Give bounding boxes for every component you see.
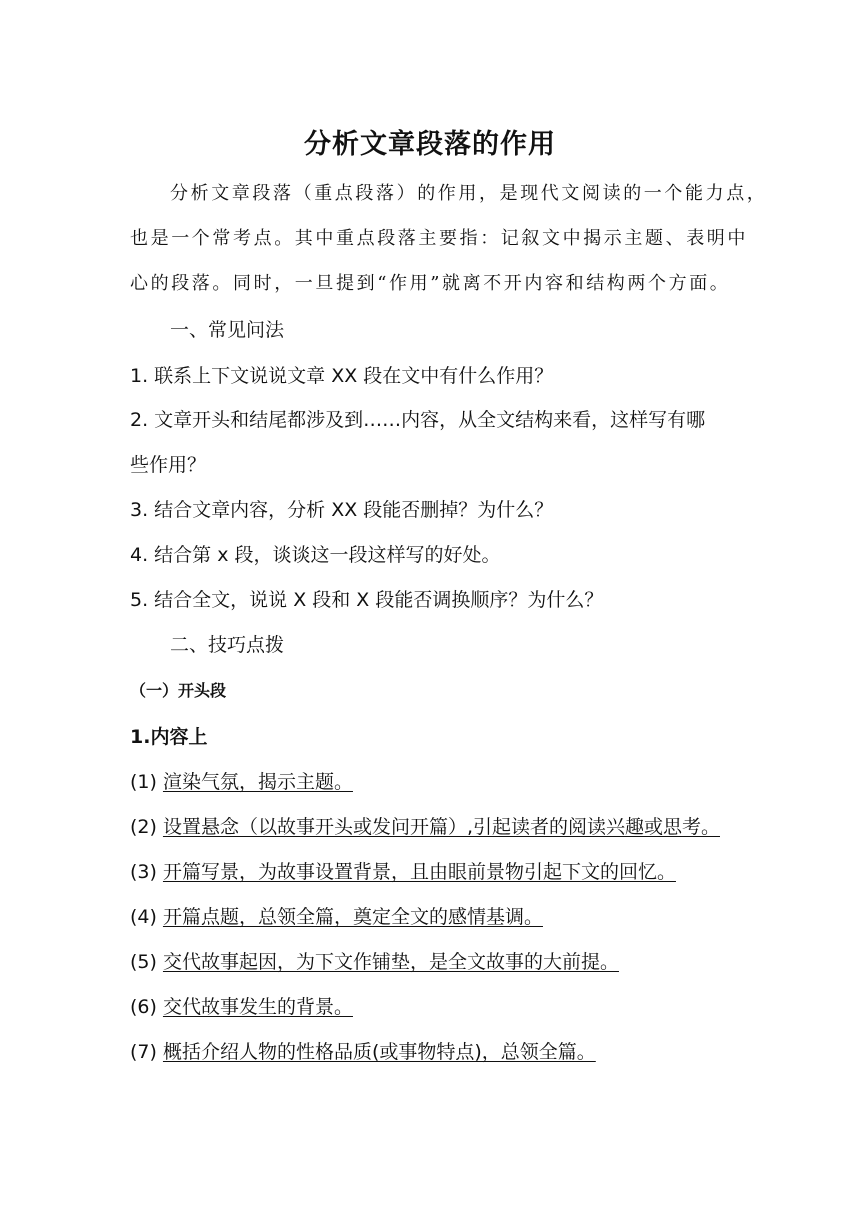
- item-text: 概括介绍人物的性格品质(或事物特点)，总领全篇。: [162, 1041, 596, 1063]
- list-item: [130, 768, 353, 796]
- question-item: 3. 结合文章内容，分析 XX 段能否删掉？为什么？: [130, 499, 554, 521]
- question-item: 4. 结合第 x 段，谈谈这一段这样写的好处。: [130, 544, 501, 566]
- subsection-heading: （一）开头段: [130, 681, 227, 700]
- item-number: (3): [130, 861, 163, 883]
- list-item: [130, 813, 720, 841]
- item-number: (2): [130, 816, 163, 838]
- list-item: [130, 993, 353, 1021]
- list-item: [130, 903, 543, 931]
- item-number: (5): [130, 951, 163, 973]
- intro-line: 也是一个常考点。其中重点段落主要指：记叙文中揭示主题、表明中: [130, 228, 748, 249]
- item-text: 开篇点题，总领全篇，奠定全文的感情基调。: [162, 906, 543, 928]
- section-heading: 二、技巧点拨: [170, 634, 285, 656]
- item-text: 交代故事发生的背景。: [162, 996, 353, 1018]
- item-number: (6): [130, 996, 163, 1018]
- list-item: [130, 1038, 596, 1066]
- question-item: 5. 结合全文，说说 X 段和 X 段能否调换顺序？为什么？: [130, 589, 604, 611]
- page-title: 分析文章段落的作用: [304, 129, 556, 160]
- intro-line: 心的段落。同时，一旦提到“作用”就离不开内容和结构两个方面。: [130, 273, 731, 294]
- item-number: (4): [130, 906, 163, 928]
- item-number: (1): [130, 771, 163, 793]
- item-text: 设置悬念（以故事开头或发问开篇）,引起读者的阅读兴趣或思考。: [162, 816, 720, 838]
- item-text: 渲染气氛，揭示主题。: [162, 771, 353, 793]
- item-text: 交代故事起因，为下文作铺垫，是全文故事的大前提。: [162, 951, 619, 973]
- question-item: 2. 文章开头和结尾都涉及到……内容，从全文结构来看，这样写有哪: [130, 409, 706, 431]
- item-number: (7): [130, 1041, 163, 1063]
- section-heading: 一、常见问法: [170, 319, 285, 341]
- intro-line: 分析文章段落（重点段落）的作用，是现代文阅读的一个能力点，: [170, 183, 768, 204]
- question-item: 些作用？: [130, 454, 207, 476]
- question-item: 1. 联系上下文说说文章 XX 段在文中有什么作用？: [130, 365, 554, 387]
- item-text: 开篇写景，为故事设置背景，且由眼前景物引起下文的回忆。: [162, 861, 676, 883]
- list-item: [130, 858, 676, 886]
- subsubsection-heading: 1.内容上: [130, 726, 208, 748]
- list-item: [130, 948, 619, 976]
